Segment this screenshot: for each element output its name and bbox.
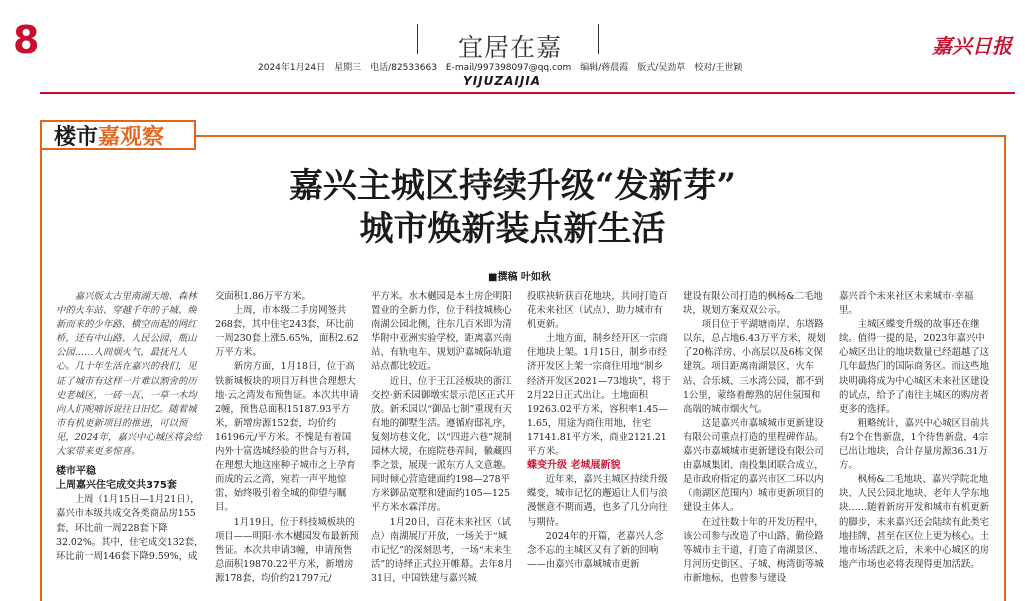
article-column-6: [839, 290, 991, 595]
section-pinyin: YIJUZAIJIA: [463, 74, 542, 88]
paragraph: 近年来，嘉兴主城区持续升级蝶变，城市记忆的邂逅让人们与浪漫惬意不期而遇，也多了几分向往与期待。: [527, 474, 668, 528]
paragraph: 上周，市本级二手房网签共268套，其中住宅243套，环比前一周230套上涨5.65%，面积2.62万平方米。: [215, 305, 359, 359]
paragraph: 项目位于平湖塘南岸、东塔路以东，总占地6.43万平方米，规划了20栋洋房、小高层以及6栋文保建筑。项目距离南湖景区、火车站、合乐城、三水湾公园，都不到1公里，蒙络着醇熟的居住氛围和高端的城市烟火气。: [683, 319, 826, 415]
paragraph: 平方米。水木樾园是本土房企明阳置业的全新力作，位于科技城核心南湖公园北侧，往东几百米即为清华附中亚洲实验学校，距离嘉兴南站、有轨电车、规划沪嘉城际轨道站点都比较近。: [371, 291, 512, 373]
column-tag-accent: 嘉观察: [98, 124, 165, 150]
paragraph: 土地方面，制乡经开区一宗商住地块上架。1月15日，制乡市经济开发区上架一宗商住用地“制乡经济开发区2021—73地块”，将于2月22日正式出让。土地面积19263.02平方米，容积率1.45—1.65，用途为商住用地，住宅17141.81平方米，商业2121.21平方米。: [527, 333, 671, 458]
title-divider-left: [417, 24, 418, 54]
column-tag-main: 楼市: [54, 124, 99, 150]
byline: ■撰稿 叶如秋: [488, 272, 551, 283]
paragraph: 建设有限公司打造的枫杨&二毛地块，规划方案双双公示。: [683, 291, 823, 317]
section-title: 宜居在嘉: [458, 33, 563, 62]
subhead-market: 楼市平稳: [56, 466, 96, 478]
paragraph: 这是嘉兴市嘉城城市更新建设有限公司重点打造的里程碑作品。嘉兴市嘉城城市更新建设有限公司由嘉城集团、南投集团联合成立，是市政府指定的嘉兴市区二环以内（南湖区范围内）城市更新项目的建设主体人。: [683, 417, 824, 514]
column-tag: [54, 120, 164, 151]
subhead-sales: 上周嘉兴住宅成交共375套: [56, 480, 177, 492]
newspaper-logo: 嘉兴日报: [932, 34, 1012, 58]
paragraph: 嘉兴首个未来社区未来城市·幸福里。: [839, 291, 974, 317]
paragraph: 粗略统计，嘉兴中心城区目前共有2个在售新盘，1个待售新盘，4宗已出让地块，合计存量房源36.31万方。: [839, 417, 990, 472]
paragraph: 2024年的开篇，老嘉兴人念念不忘的主城区又有了新的回响——由嘉兴市嘉城城市更新: [527, 530, 664, 570]
issue-info-line: 2024年1月24日 星期三 电话/82533663 E-mail/997398097@qq.com 编辑/蒋晨霞 版式/吴劲草 校对/王世颖: [258, 63, 743, 73]
paragraph: 1月20日，百花未来社区（试点）南湖展厅开放，一场关于“城市记忆”的深刻思考，一场“未来生活”的诗绎正式拉开帷幕。去年8月31日，中国铁建与嘉兴城: [371, 516, 514, 584]
paragraph: 上周（1月15日—1月21日），嘉兴市本级共成交各类商品房155套，环比前一周228套下降32.02%。其中，住宅成交132套，环比前一周146套下降9.59%，成: [56, 494, 204, 562]
paragraph: 投联袂斩获百花地块，共同打造百花未来社区（试点），助力城市有机更新。: [527, 291, 668, 331]
article-column-3: [371, 290, 516, 595]
paragraph: 在过往数十年的开发历程中，该公司参与改造了中山路、勤俭路等城市主干道，打造了南湖景区、月河历史街区、子城、梅湾街等城市新地标，也曾参与建设: [683, 516, 824, 584]
paragraph: 1月19日，位于科技城板块的项目——明阳·水木樾园发布最新预售证。本次共申请3幢，申请预售总面积19870.22平方米，新增房源178套，均价约21797元/: [215, 516, 359, 584]
article-column-5: [683, 290, 828, 595]
subhead-renewal: 蝶变升级 老城展新貌: [527, 460, 621, 472]
title-divider-right: [598, 24, 599, 54]
article-column-2: [215, 290, 360, 595]
lead-paragraph: 嘉兴版太古里南湖天地、森林中的火车站、穿越千年的子城、焕新而来的少年路、横空而起的网红桥，还有中山路、人民公园、瓶山公园……人间烟火气，最抚凡人心。几十年生活在嘉兴的我们，见证了城市有这样一片难以割舍的历史老城区，一砖一瓦、一草一木均向人们呢喃诉说往日旧忆。随着城市有机更新项目的推进，可以预见，2024年，嘉兴中心城区将会给大家带来更多惊喜。: [56, 291, 202, 458]
header-rule: [40, 92, 1015, 94]
paragraph: 交面积1.86万平方米。: [215, 291, 311, 302]
article-column-1: [56, 290, 204, 595]
headline-line-2: 城市焕新装点新生活: [359, 209, 666, 249]
paragraph: 新房方面，1月18日，位于高铁新城板块的项目万科世合理想大地·云之湾发布预售证。本次共申请2幢，预售总面积15187.93平方米，新增房源152套，均价约16196元/平方米。不愧是有着国内外十富选城经验的世合与万科，在理想大地这座种子城市之上孕育而成的云之湾，宛若一声平地惊雷，始终吸引着全城的仰望与瞩目。: [215, 361, 359, 514]
page-number: 8: [13, 18, 40, 62]
headline-line-1: 嘉兴主城区持续升级“发新芽”: [288, 166, 737, 206]
paragraph: 近日，位于王江泾板块的浙江交控·新禾园御墩实景示范区正式开放。新禾园以“御品七制”重现有天有地的御墅生活。遵循府邸礼序，复刻坊巷文化，以“四进六巷”规制园林大境，在庭院巷弄间，徽藏四季之景，展现一派东方人文意趣。同时倾心营造建面约198—278平方米御品宽墅和建面约105—125平方米水霖洋房。: [371, 375, 515, 514]
paragraph: 枫杨&二毛地块、嘉兴学院北地块、人民公园北地块、老年人学东地块……随着新房开发和城市有机更新的脚步，未来嘉兴还会陆续有此类宅地挂牌，甚至在区位上更为核心。土地市场活跃之后，未来中心城区的房地产市场也必将表现得更加活跃。: [839, 474, 990, 570]
paragraph: 主城区蝶变升级的故事还在继续。值得一提的是，2023年嘉兴中心城区出让的地块数量已经超越了这几年最热门的国际商务区。而这些地块明确将成为中心城区未来社区建设的试点，给予了南往主城区的购房者更多的选择。: [839, 319, 990, 415]
article-column-4: [527, 290, 672, 595]
